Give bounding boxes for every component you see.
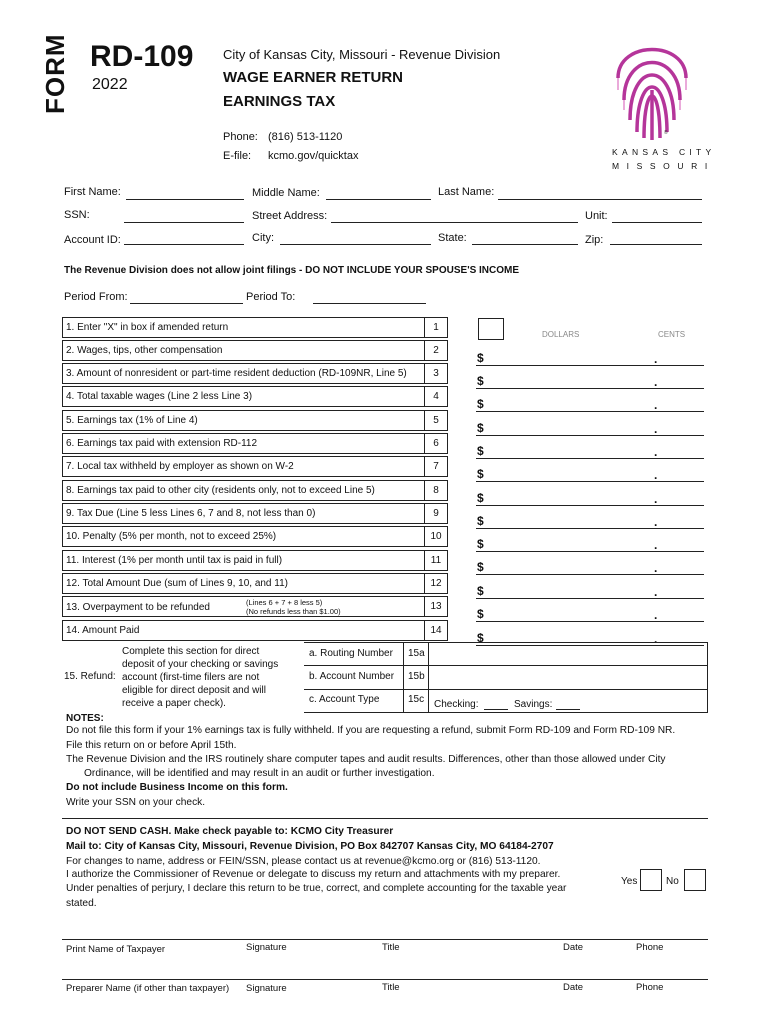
ssn-label: SSN:: [64, 209, 90, 221]
line-number: 14: [424, 621, 447, 640]
routing-number-line: 15a: [408, 648, 425, 659]
line-label: 1. Enter "X" in box if amended return: [66, 322, 229, 333]
taxpayer-title-label: Title: [382, 942, 400, 953]
dollars-column-header: DOLLARS: [542, 330, 580, 339]
logo-text-kansas-city: KANSAS CITY: [612, 147, 716, 157]
city-field[interactable]: [280, 244, 431, 245]
note-line-3: The Revenue Division and the IRS routinely share computer tapes and audit results. Differences, other than those allowed under City: [66, 754, 666, 765]
line-7-amount-field[interactable]: [476, 481, 704, 482]
preparer-authorization: I authorize the Commissioner of Revenue or delegate to discuss my return and attachments with my preparer.: [66, 869, 561, 880]
preparer-signature-line[interactable]: [62, 979, 708, 980]
zip-label: Zip:: [585, 234, 604, 246]
taxpayer-phone-label: Phone: [636, 942, 664, 953]
line-label: 12. Total Amount Due (sum of Lines 9, 10, and 11): [66, 578, 288, 589]
line-7-dollar-sign: $: [477, 467, 484, 481]
line-4-amount-field[interactable]: [476, 411, 704, 412]
period-from-field[interactable]: [130, 303, 243, 304]
line-number: 11: [424, 551, 447, 570]
authorize-no-label: No: [666, 876, 679, 887]
line-row-2: [62, 340, 448, 361]
note-ssn-check: Write your SSN on your check.: [66, 797, 206, 808]
refund-label: 15. Refund:: [64, 671, 116, 682]
line-label: 14. Amount Paid: [66, 625, 140, 636]
account-number-field[interactable]: [430, 667, 706, 687]
contact-changes: For changes to name, address or FEIN/SSN, please contact us at revenue@kcmo.org or (816) 513-1120.: [66, 856, 541, 867]
line-11-dollar-sign: $: [477, 560, 484, 574]
preparer-title-label: Title: [382, 982, 400, 993]
line-6-amount-field[interactable]: [476, 458, 704, 459]
print-name-taxpayer-label: Print Name of Taxpayer: [66, 944, 166, 955]
authorize-yes-label: Yes: [621, 876, 638, 887]
savings-field[interactable]: [556, 709, 580, 710]
taxpayer-signature-label: Signature: [246, 942, 287, 953]
line-2-dollar-sign: $: [477, 351, 484, 365]
last-name-label: Last Name:: [438, 186, 495, 198]
line-row-11: [62, 550, 448, 571]
line-9-dollar-sign: $: [477, 514, 484, 528]
line-row-10: [62, 526, 448, 547]
line-3-dollar-sign: $: [477, 374, 484, 388]
first-name-field[interactable]: [126, 199, 244, 200]
line-13-note1: (Lines 6 + 7 + 8 less 5): [246, 598, 323, 607]
line-row-6: [62, 433, 448, 454]
form-word: FORM: [40, 33, 70, 114]
taxpayer-signature-line[interactable]: [62, 939, 708, 940]
line-13-dollar-sign: $: [477, 607, 484, 621]
line-number: 6: [424, 434, 447, 453]
account-type-line: 15c: [408, 694, 425, 705]
line-row-9: [62, 503, 448, 524]
middle-name-label: Middle Name:: [252, 187, 320, 199]
line-11-decimal-point: .: [654, 561, 658, 575]
period-from-label: Period From:: [64, 291, 128, 303]
line-row-13: [62, 596, 448, 617]
line-14-decimal-point: .: [654, 632, 658, 646]
line-number: 5: [424, 411, 447, 430]
routing-number-field[interactable]: [430, 644, 706, 664]
line-label: 9. Tax Due (Line 5 less Lines 6, 7 and 8, not less than 0): [66, 508, 316, 519]
line-4-dollar-sign: $: [477, 397, 484, 411]
line-number: 2: [424, 341, 447, 360]
preparer-name-label: Preparer Name (if other than taxpayer): [66, 983, 230, 994]
line-row-14: [62, 620, 448, 641]
refund-desc-3: account (first-time filers are not: [122, 672, 260, 683]
phone-label: Phone:: [223, 131, 258, 143]
line-8-amount-field[interactable]: [476, 505, 704, 506]
line-8-dollar-sign: $: [477, 491, 484, 505]
line-label: 2. Wages, tips, other compensation: [66, 345, 223, 356]
line-row-8: [62, 480, 448, 501]
form-title-line2: EARNINGS TAX: [223, 93, 336, 110]
line-number: 13: [424, 597, 447, 616]
preparer-phone-label: Phone: [636, 982, 664, 993]
line-row-4: [62, 386, 448, 407]
checking-field[interactable]: [484, 709, 508, 710]
form-number: RD-109: [90, 40, 194, 73]
line-9-decimal-point: .: [654, 515, 658, 529]
joint-filing-notice: The Revenue Division does not allow joint filings - DO NOT INCLUDE YOUR SPOUSE'S INCOME: [64, 265, 520, 276]
line-label: 6. Earnings tax paid with extension RD-112: [66, 438, 258, 449]
line-7-decimal-point: .: [654, 468, 658, 482]
line-13-decimal-point: .: [654, 608, 658, 622]
line-2-decimal-point: .: [654, 352, 658, 366]
efile-value: kcmo.gov/quicktax: [268, 150, 359, 162]
line-13-amount-field[interactable]: [476, 621, 704, 622]
line-number: 7: [424, 457, 447, 476]
savings-label: Savings:: [514, 699, 553, 710]
note-business-income: Do not include Business Income on this form.: [66, 782, 288, 793]
checking-label: Checking:: [434, 699, 479, 710]
line-label: 3. Amount of nonresident or part-time resident deduction (RD-109NR, Line 5): [66, 368, 407, 379]
preparer-date-label: Date: [563, 982, 584, 993]
account-type-label: c. Account Type: [309, 694, 380, 705]
routing-number-label: a. Routing Number: [309, 648, 393, 659]
line-12-amount-field[interactable]: [476, 598, 704, 599]
street-address-field[interactable]: [331, 222, 578, 223]
last-name-field[interactable]: [498, 199, 702, 200]
line-row-1: [62, 317, 448, 338]
first-name-label: First Name:: [64, 186, 121, 198]
notes-heading: NOTES:: [66, 713, 104, 724]
line-row-12: [62, 573, 448, 594]
period-to-field[interactable]: [313, 303, 426, 304]
line-number: 3: [424, 364, 447, 383]
account-id-field[interactable]: [124, 244, 244, 245]
authorize-no-checkbox[interactable]: [684, 869, 706, 891]
ssn-field[interactable]: [124, 222, 244, 223]
efile-label: E-file:: [223, 150, 252, 162]
line-number: 9: [424, 504, 447, 523]
authorize-yes-checkbox[interactable]: [640, 869, 662, 891]
mail-to-address: Mail to: City of Kansas City, Missouri, Revenue Division, PO Box 842707 Kansas City, MO 64184-2707: [66, 841, 554, 852]
line-5-decimal-point: .: [654, 422, 658, 436]
phone-value: (816) 513-1120: [268, 131, 343, 143]
line-number: 1: [424, 318, 447, 337]
line-label: 7. Local tax withheld by employer as shown on W-2: [66, 461, 294, 472]
line-label: 5. Earnings tax (1% of Line 4): [66, 415, 198, 426]
line-label: 4. Total taxable wages (Line 2 less Line 3): [66, 391, 253, 402]
account-id-label: Account ID:: [64, 234, 121, 246]
agency-name: City of Kansas City, Missouri - Revenue Division: [223, 47, 501, 62]
line-number: 12: [424, 574, 447, 593]
form-year: 2022: [92, 76, 128, 93]
line-3-decimal-point: .: [654, 375, 658, 389]
line-number: 4: [424, 387, 447, 406]
line-label: 8. Earnings tax paid to other city (residents only, not to exceed Line 5): [66, 485, 375, 496]
line-3-amount-field[interactable]: [476, 388, 704, 389]
refund-desc-5: receive a paper check).: [122, 698, 226, 709]
refund-desc-4: eligible for direct deposit and will: [122, 685, 266, 696]
line-label: 13. Overpayment to be refunded: [66, 602, 210, 613]
refund-desc-2: deposit of your checking or savings: [122, 659, 279, 670]
line-5-dollar-sign: $: [477, 421, 484, 435]
line-10-decimal-point: .: [654, 538, 658, 552]
line-label: 10. Penalty (5% per month, not to exceed 25%): [66, 531, 277, 542]
account-number-line: 15b: [408, 671, 425, 682]
perjury-statement-1: Under penalties of perjury, I declare this return to be true, correct, and complete accounting for the taxable year: [66, 883, 567, 894]
line-row-3: [62, 363, 448, 384]
street-address-label: Street Address:: [252, 210, 328, 222]
taxpayer-date-label: Date: [563, 942, 584, 953]
line-13-note2: (No refunds less than $1.00): [246, 607, 341, 616]
preparer-signature-label: Signature: [246, 983, 287, 994]
unit-label: Unit:: [585, 210, 608, 222]
line-number: 8: [424, 481, 447, 500]
amended-return-checkbox[interactable]: [478, 318, 504, 340]
state-field[interactable]: [472, 244, 578, 245]
form-title-line1: WAGE EARNER RETURN: [223, 69, 404, 86]
kansas-city-fountain-logo: [612, 20, 692, 145]
city-label: City:: [252, 232, 274, 244]
cents-column-header: CENTS: [658, 330, 686, 339]
note-line-4: Ordinance, will be identified and may result in an audit or further investigation.: [84, 768, 435, 779]
line-5-amount-field[interactable]: [476, 435, 704, 436]
line-8-decimal-point: .: [654, 492, 658, 506]
line-row-5: [62, 410, 448, 431]
perjury-statement-2: stated.: [66, 898, 97, 909]
line-14-dollar-sign: $: [477, 631, 484, 645]
line-10-dollar-sign: $: [477, 537, 484, 551]
line-6-decimal-point: .: [654, 445, 658, 459]
state-label: State:: [438, 232, 467, 244]
line-number: 10: [424, 527, 447, 546]
account-number-label: b. Account Number: [309, 671, 395, 682]
period-to-label: Period To:: [246, 291, 296, 303]
line-10-amount-field[interactable]: [476, 551, 704, 552]
line-9-amount-field[interactable]: [476, 528, 704, 529]
middle-name-field[interactable]: [326, 199, 431, 200]
note-line-1: Do not file this form if your 1% earnings tax is fully withheld. If you are requesting a refund, submit Form RD-109 and Form RD-109 NR.: [66, 725, 676, 736]
line-2-amount-field[interactable]: [476, 365, 704, 366]
logo-text-missouri: MISSOURI: [612, 161, 715, 171]
line-12-decimal-point: .: [654, 585, 658, 599]
line-row-7: [62, 456, 448, 477]
refund-desc-1: Complete this section for direct: [122, 646, 260, 657]
line-4-decimal-point: .: [654, 398, 658, 412]
zip-field[interactable]: [610, 244, 702, 245]
line-11-amount-field[interactable]: [476, 574, 704, 575]
line-12-dollar-sign: $: [477, 584, 484, 598]
note-line-2: File this return on or before April 15th.: [66, 740, 237, 751]
line-6-dollar-sign: $: [477, 444, 484, 458]
svg-text:®: ®: [664, 130, 668, 136]
no-cash-notice: DO NOT SEND CASH. Make check payable to: KCMO City Treasurer: [66, 826, 394, 837]
line-label: 11. Interest (1% per month until tax is paid in full): [66, 555, 283, 566]
unit-field[interactable]: [612, 222, 702, 223]
